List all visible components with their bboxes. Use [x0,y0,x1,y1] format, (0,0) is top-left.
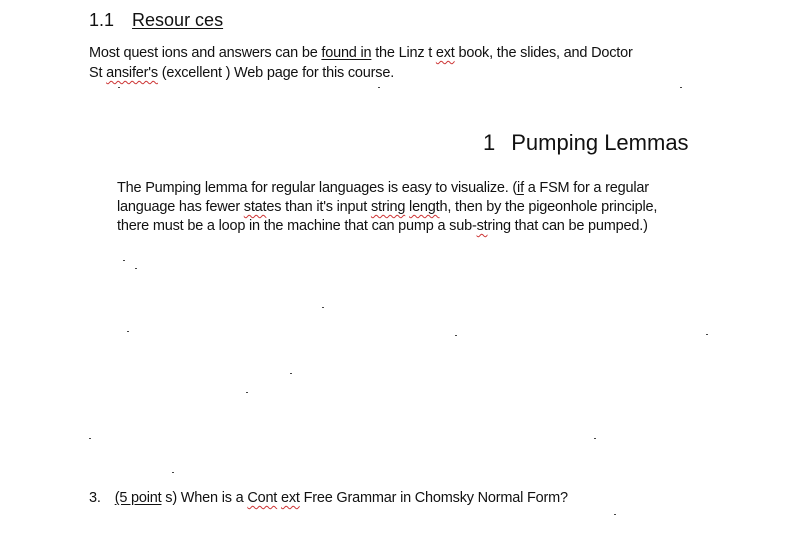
paragraph-line [89,43,633,63]
text-run: s) When is a [161,490,248,506]
text-run: the Linz t [371,45,436,61]
speck [89,438,91,439]
paragraph-line [89,63,633,83]
paragraph-line [117,217,657,236]
speck [614,514,616,515]
spellcheck-word: st [476,218,488,234]
text-run: Most quest ions and answers can be [89,45,322,61]
speck [118,87,120,88]
spellcheck-word: lengt [409,199,440,215]
spellcheck-word: ansifer's [106,65,158,81]
underlined-text: found in [321,45,372,61]
underlined-text: if [517,180,524,196]
text-run: Free Grammar in Chomsky Normal Form? [299,490,568,506]
speck [290,373,292,374]
pumping-paragraph [117,179,657,236]
question-3 [89,490,568,506]
spellcheck-word: stat [243,199,267,215]
speck [680,87,682,88]
text-run: language has fewer [117,199,244,215]
text-run: (excellent ) Web page for this course. [157,65,395,81]
text-run: book, the slides, and Doctor [454,45,633,61]
text-run: a FSM for a regular [523,180,649,196]
resources-paragraph [89,43,633,83]
paragraph-line [117,179,657,198]
paragraph-line [117,198,657,217]
section-title: Pumping Lemmas [511,130,689,155]
speck [322,307,324,308]
speck [127,331,129,332]
text-run: The Pumping lemma for regular languages is easy to visualize. ( [117,180,518,196]
spellcheck-word: string [370,199,406,215]
speck [246,392,248,393]
question-number: 3. [89,490,101,506]
speck [594,438,596,439]
speck [706,334,708,335]
spellcheck-word: ext [435,45,455,61]
text-run: St [89,65,107,81]
spellcheck-word: Cont [247,490,278,506]
text-run: es than it's input [266,199,371,215]
section-title: Resour ces [132,10,224,30]
underlined-text: (5 point [114,490,162,506]
speck [172,472,174,473]
text-run: there must be a loop in the machine that can pump a sub- [117,218,477,234]
speck [455,335,457,336]
speck [135,268,137,269]
text-run: h, then by the pigeonhole principle, [439,199,658,215]
text-run: ring that can be pumped.) [487,218,648,234]
speck [123,260,125,261]
section-heading-pumping-lemmas [483,130,689,156]
speck [378,87,380,88]
section-heading-resources [89,10,223,31]
section-number: 1 [483,130,496,155]
section-number: 1.1 [89,10,115,30]
spellcheck-word: ext [281,490,300,506]
